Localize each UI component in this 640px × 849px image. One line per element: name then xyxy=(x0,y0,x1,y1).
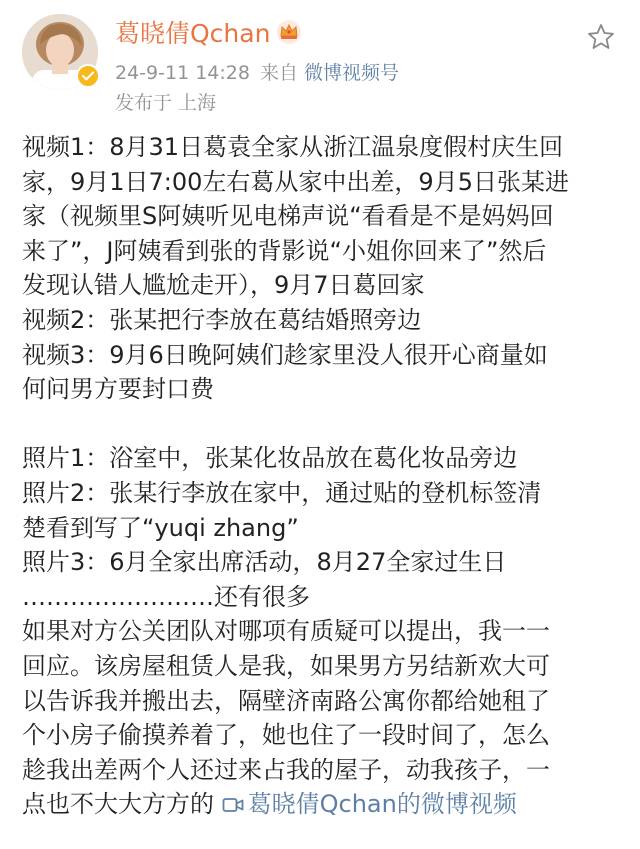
post-location: 发布于 上海 xyxy=(115,92,217,114)
from-label: 来自 xyxy=(259,62,298,84)
content-line: 楚看到写了“yuqi zhang” xyxy=(22,513,299,542)
video-link[interactable] xyxy=(222,790,517,818)
content-line: 照片1：浴室中，张某化妆品放在葛化妆品旁边 xyxy=(22,444,518,473)
username-row xyxy=(115,15,302,49)
content-line: 来了”，J阿姨看到张的背影说“小姐你回来了”然后 xyxy=(22,236,547,265)
post-header xyxy=(0,0,640,120)
content-line: 个小房子偷摸养着了，她也住了一段时间了，怎么 xyxy=(22,721,550,750)
content-line: 何问男方要封口费 xyxy=(22,375,214,404)
post-content xyxy=(22,130,622,822)
content-line: ……………………还有很多 xyxy=(22,582,310,611)
content-last-text: 点也不大大方方的 xyxy=(22,790,214,819)
content-blank-line xyxy=(22,407,622,442)
verified-badge-icon xyxy=(76,64,100,88)
source-link[interactable]: 微博视频号 xyxy=(303,62,399,84)
video-link-label: 葛晓倩Qchan的微博视频 xyxy=(247,790,517,819)
star-outline-icon[interactable] xyxy=(586,22,616,52)
crown-icon xyxy=(276,19,302,45)
content-line: 以告诉我并搬出去，隔壁济南路公寓你都给她租了 xyxy=(22,686,550,715)
content-line: 回应。该房屋租赁人是我，如果男方另结新欢大可 xyxy=(22,651,550,680)
content-line: 照片2：张某行李放在家中，通过贴的登机标签清 xyxy=(22,478,542,507)
content-line: 发现认错人尴尬走开），9月7日葛回家 xyxy=(22,271,425,300)
content-line: 视频2：张某把行李放在葛结婚照旁边 xyxy=(22,305,422,334)
content-line: 视频3：9月6日晚阿姨们趁家里没人很开心商量如 xyxy=(22,340,548,369)
content-line: 如果对方公关团队对哪项有质疑可以提出，我一一 xyxy=(22,617,550,646)
username[interactable]: 葛晓倩Qchan xyxy=(115,19,271,48)
content-line: 照片3：6月全家出席活动，8月27全家过生日 xyxy=(22,548,507,577)
post-meta xyxy=(115,58,399,85)
video-camera-icon xyxy=(222,796,244,814)
content-line: 家（视频里S阿姨听见电梯声说“看看是不是妈妈回 xyxy=(22,202,554,231)
content-line: 趁我出差两个人还过来占我的屋子，动我孩子，一 xyxy=(22,755,550,784)
post-timestamp: 24-9-11 14:28 xyxy=(115,62,250,84)
content-last-line xyxy=(22,787,622,822)
content-line: 家，9月1日7:00左右葛从家中出差，9月5日张某进 xyxy=(22,167,569,196)
content-line: 视频1：8月31日葛袁全家从浙江温泉度假村庆生回 xyxy=(22,133,564,161)
